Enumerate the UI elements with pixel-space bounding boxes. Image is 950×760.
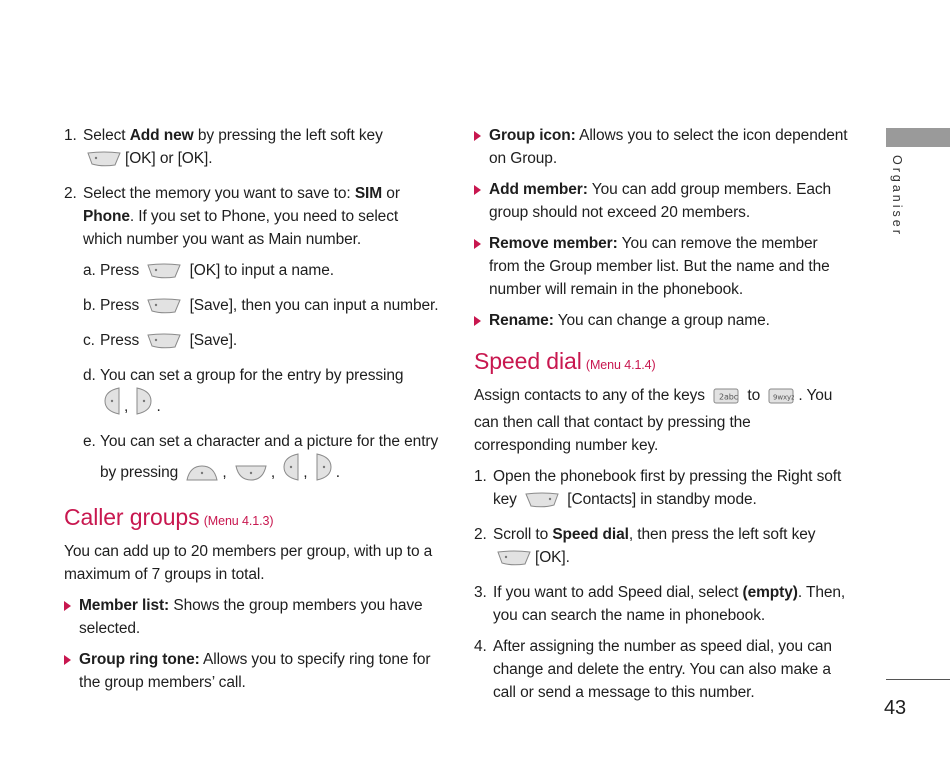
key-2abc-icon <box>713 388 739 411</box>
step-text: [OK]. <box>535 549 570 566</box>
bullet-term: Group icon: <box>489 127 576 144</box>
bullet-text: Shows the group members you have selected. <box>79 597 423 637</box>
substep-text: [Save]. <box>189 332 238 349</box>
substep-text: Press <box>100 332 140 349</box>
bullet-text: You can remove the member from the Group member list. But the name and the number will remain in the phonebook. <box>489 235 830 298</box>
step-text: , then press the left soft key <box>628 526 816 543</box>
section-label: Organiser <box>890 155 904 237</box>
substep-text: [OK] to input a name. <box>189 262 334 279</box>
substep-text: You can set a group for the entry by pressing <box>100 367 404 384</box>
separator: , <box>222 464 227 481</box>
bullet-add-member <box>474 178 849 224</box>
bullet-term: Add member: <box>489 181 588 198</box>
section-title: Speed dial <box>474 348 582 374</box>
bullet-text: You can change a group name. <box>557 312 770 329</box>
speed-dial-step-2 <box>474 523 849 573</box>
step-text: Select the memory you want to save to: <box>83 185 351 202</box>
caller-groups-intro: You can add up to 20 members per group, with up to a maximum of 7 groups in total. <box>64 543 433 583</box>
separator: , <box>270 464 276 481</box>
step-text: If you want to add Speed dial, select <box>493 584 739 601</box>
bullet-arrow-icon <box>64 601 71 611</box>
substep-label: a. <box>83 262 96 279</box>
intro-text: to <box>747 387 761 404</box>
bullet-text: Allows you to select the icon dependent on Group. <box>489 127 848 167</box>
step-bold: Phone <box>83 208 130 225</box>
nav-right-icon <box>136 387 152 422</box>
intro-text: Assign contacts to any of the keys <box>474 387 705 404</box>
substep-text: [Save], then you can input a number. <box>189 297 439 314</box>
bullet-text: You can add group members. Each group should not exceed 20 members. <box>489 181 832 221</box>
substep-label: b. <box>83 297 96 314</box>
bullet-arrow-icon <box>474 239 481 249</box>
step-number: 4. <box>474 638 487 655</box>
bullet-term: Group ring tone: <box>79 651 200 668</box>
bullet-arrow-icon <box>474 131 481 141</box>
step-text: After assigning the number as speed dial, you can change and delete the entry. You can also make a call or send a message to this number. <box>493 638 832 701</box>
substep-e <box>83 430 439 488</box>
substep-text: You can set a character and a picture for the entry by pressing <box>100 433 439 481</box>
substep-a <box>83 259 439 286</box>
left-column <box>64 124 439 702</box>
step-select-memory <box>64 182 439 251</box>
page-number-divider <box>886 679 950 680</box>
step-text: Open the phonebook first by pressing the Right soft key <box>493 468 842 508</box>
step-text: [OK] or [OK]. <box>125 150 213 167</box>
left-soft-key-icon <box>497 550 531 573</box>
substep-label: e. <box>83 433 96 450</box>
menu-reference: (Menu 4.1.3) <box>203 514 274 528</box>
bullet-arrow-icon <box>474 185 481 195</box>
left-soft-key-icon <box>147 298 181 321</box>
step-text: [Contacts] in standby mode. <box>567 491 757 508</box>
caller-groups-heading <box>64 504 439 534</box>
step-text: or <box>386 185 400 202</box>
separator: , <box>303 464 308 481</box>
step-bold: SIM <box>354 185 383 202</box>
nav-down-icon <box>235 465 267 488</box>
left-soft-key-icon <box>147 333 181 356</box>
step-bold: Speed dial <box>552 526 629 543</box>
step-text: . Then, you can search the name in phonebook. <box>493 584 846 624</box>
bullet-rename <box>474 309 849 332</box>
step-number: 1. <box>474 468 487 485</box>
svg-text:2abc: 2abc <box>719 392 739 402</box>
step-number: 1. <box>64 127 77 144</box>
nav-left-icon <box>104 387 120 422</box>
separator: , <box>124 398 129 415</box>
bullet-remove-member <box>474 232 849 301</box>
bullet-text: Allows you to specify ring tone for the group members’ call. <box>79 651 431 691</box>
intro-text: . You can then call that contact by pressing the corresponding number key. <box>474 387 833 454</box>
bullet-arrow-icon <box>474 316 481 326</box>
nav-right-icon <box>316 453 332 488</box>
speed-dial-step-3 <box>474 581 849 627</box>
substep-text: Press <box>100 297 140 314</box>
bullet-term: Member list: <box>79 597 170 614</box>
left-soft-key-icon <box>147 263 181 286</box>
nav-up-icon <box>186 465 218 488</box>
substep-b <box>83 294 439 321</box>
step-select-add-new <box>64 124 439 174</box>
substep-label: d. <box>83 367 96 384</box>
step-text: by pressing the left soft key <box>197 127 383 144</box>
right-soft-key-icon <box>525 492 559 515</box>
step-bold: Add new <box>129 127 194 144</box>
step-number: 2. <box>474 526 487 543</box>
section-title: Caller groups <box>64 504 200 530</box>
step-number: 2. <box>64 185 77 202</box>
menu-reference: (Menu 4.1.4) <box>585 358 656 372</box>
step-bold: (empty) <box>742 584 798 601</box>
separator: . <box>156 398 161 415</box>
separator: . <box>335 464 340 481</box>
right-column <box>474 124 849 712</box>
left-soft-key-icon <box>87 151 121 174</box>
speed-dial-step-4 <box>474 635 849 704</box>
page-number: 43 <box>884 697 907 719</box>
substep-label: c. <box>83 332 95 349</box>
bullet-term: Rename: <box>489 312 554 329</box>
svg-text:9wxyz: 9wxyz <box>773 393 795 402</box>
step-number: 3. <box>474 584 487 601</box>
substep-d <box>83 364 439 422</box>
key-9wxyz-icon <box>768 388 794 411</box>
step-text: Select <box>83 127 126 144</box>
bullet-term: Remove member: <box>489 235 618 252</box>
step-text: . If you set to Phone, you need to select which number you want as Main number. <box>83 208 399 248</box>
bullet-member-list <box>64 594 439 640</box>
bullet-group-icon <box>474 124 849 170</box>
speed-dial-heading <box>474 348 849 378</box>
substep-c <box>83 329 439 356</box>
speed-dial-intro <box>474 384 849 457</box>
section-tab <box>886 128 950 147</box>
speed-dial-step-1 <box>474 465 849 515</box>
bullet-group-ring-tone <box>64 648 439 694</box>
nav-left-icon <box>283 453 299 488</box>
step-text: Scroll to <box>493 526 549 543</box>
substep-text: Press <box>100 262 140 279</box>
bullet-arrow-icon <box>64 655 71 665</box>
